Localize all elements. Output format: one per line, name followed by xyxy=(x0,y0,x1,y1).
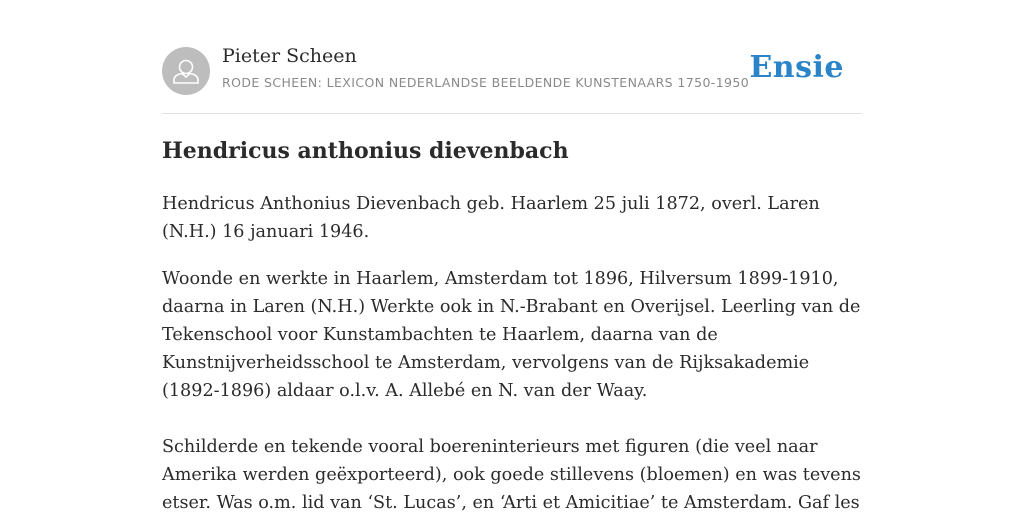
paragraph-work: Schilderde en tekende vooral boereninterieurs met figuren (die veel naar Amerika werden geëxporteerd), ook goede stillevens (bloemen) en was tevens etser. Was o.m. lid van ‘St. Lucas’, en ‘Arti et Amicitiae’ te Amsterdam. Gaf les xyxy=(162,437,861,512)
author-name[interactable]: Pieter Scheen xyxy=(222,45,357,67)
article-title: Hendricus anthonius dievenbach xyxy=(162,138,569,164)
paragraph-career: Woonde en werkte in Haarlem, Amsterdam tot 1896, Hilversum 1899-1910, daarna in Laren (N.H.) Werkte ook in N.-Brabant en Overijsel. Leerling van de Tekenschool voor Kunstambachten te Haarlem, daarna van de Kunstnijverheidsschool te Amsterdam, vervolgens van de Rijksakademie (1892-1896) aldaar o.l.v. A. Allebé en N. van der Waay. xyxy=(162,269,861,401)
paragraph-birth: Hendricus Anthonius Dievenbach geb. Haarlem 25 juli 1872, overl. Laren (N.H.) 16 januari 1946. xyxy=(162,194,820,242)
ensie-logo[interactable]: Ensie xyxy=(749,50,844,85)
person-outline-icon xyxy=(162,47,210,95)
user-avatar-icon[interactable] xyxy=(162,47,210,95)
source-title[interactable]: RODE SCHEEN: LEXICON NEDERLANDSE BEELDENDE KUNSTENAARS 1750-1950 xyxy=(222,75,750,90)
article-container xyxy=(162,0,862,512)
article-body xyxy=(162,190,862,512)
article-header xyxy=(162,0,862,114)
paragraph-spacer xyxy=(162,405,862,433)
